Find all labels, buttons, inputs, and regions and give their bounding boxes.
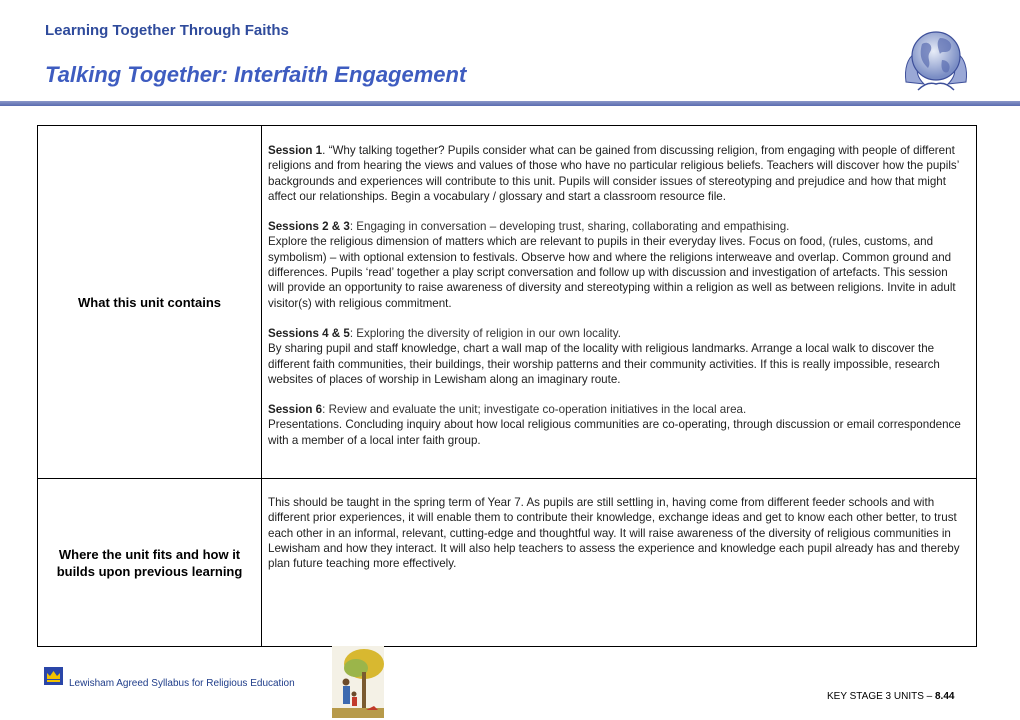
page-title: Talking Together: Interfaith Engagement (45, 62, 467, 87)
footer-syllabus-name: Lewisham Agreed Syllabus for Religious Education (69, 678, 295, 689)
table-row-unit-fit (38, 479, 976, 646)
page-number: 8.44 (935, 691, 955, 702)
session-body: By sharing pupil and staff knowledge, chart a wall map of the locality with religious landmarks. Arrange a local walk to discover the different faith communities, their buildings, their worship patterns and their community activities. If this is really impossible, research websites of places of worship in Lewisham along an imaginary route. (268, 342, 940, 386)
header-rule (0, 101, 1020, 106)
session-6 (268, 402, 966, 448)
session-summary: : Engaging in conversation – developing trust, sharing, collaborating and empathising. (349, 220, 790, 234)
row-label-unit-contents: What this unit contains (38, 126, 262, 478)
session-4-5 (268, 326, 966, 387)
footer-page-ref (827, 691, 954, 702)
session-label: Session 6 (268, 403, 323, 417)
globe-hands-icon (900, 24, 972, 94)
unit-fit-text (268, 479, 966, 662)
tree-family-icon (318, 646, 400, 718)
session-label: Sessions 2 & 3 (268, 220, 350, 234)
table-row-unit-contents (38, 126, 976, 479)
session-2-3 (268, 219, 966, 311)
session-body: Presentations. Concluding inquiry about how local religious communities are co-operating, through discussion or email correspondence with a member of a local inter faith group. (268, 418, 961, 447)
session-label: Session 1 (268, 144, 323, 157)
unit-contents-text (268, 126, 966, 495)
footer-stage-label: KEY STAGE 3 UNITS – (827, 691, 935, 702)
session-summary: : Exploring the diversity of religion in our own locality. (349, 326, 621, 340)
session-summary: : Review and evaluate the unit; investigate co-operation initiatives in the local area. (322, 403, 747, 417)
session-summary: . “Why talking together? Pupils consider what can be gained from discussing religion, from engaging with people of different religions and from hearing the views and values of those who have no particular religious beliefs. Teachers will discover how the pupils’ backgrounds and experiences will contribute to this unit. Pupils will consider issues of stereotyping and prejudice and how that might affect our relationships. Begin a vocabulary / glossary and start a classroom resource file. (268, 144, 959, 203)
session-1 (268, 143, 966, 204)
row-label-unit-fit: Where the unit fits and how it builds upon previous learning (38, 479, 262, 646)
session-label: Sessions 4 & 5 (268, 326, 350, 340)
session-body: Explore the religious dimension of matters which are relevant to pupils in their everyday lives. Focus on food, (rules, customs, and symbolism) – with optional extension to festivals. Observe how and where the religions interweave and overlap. Common ground and differences. Pupils ‘read’ together a play script conversation and follow up with discussion and investigation of artefacts. This session will provide an opportunity to raise awareness of diversity and stereotyping within a religion as well as between religions. Invite in adult visitor(s) with religious commitment. (268, 235, 956, 310)
series-title: Learning Together Through Faiths (45, 22, 289, 39)
unit-overview-table (37, 125, 977, 647)
lewisham-crown-icon (44, 667, 63, 685)
unit-fit-paragraph: This should be taught in the spring term of Year 7. As pupils are still settling in, having come from different feeder schools and with different prior experiences, it will enable them to contribute their knowledge, exchange ideas and get to know each other better, to trust each other in an informal, relevant, cutting-edge and thoughtful way. It will raise awareness of the diversity of religious communities in Lewisham and how they interact. It will also help teachers to assess the experience and knowledge each pupil already has and thereby plan future teaching more effectively. (268, 496, 960, 571)
